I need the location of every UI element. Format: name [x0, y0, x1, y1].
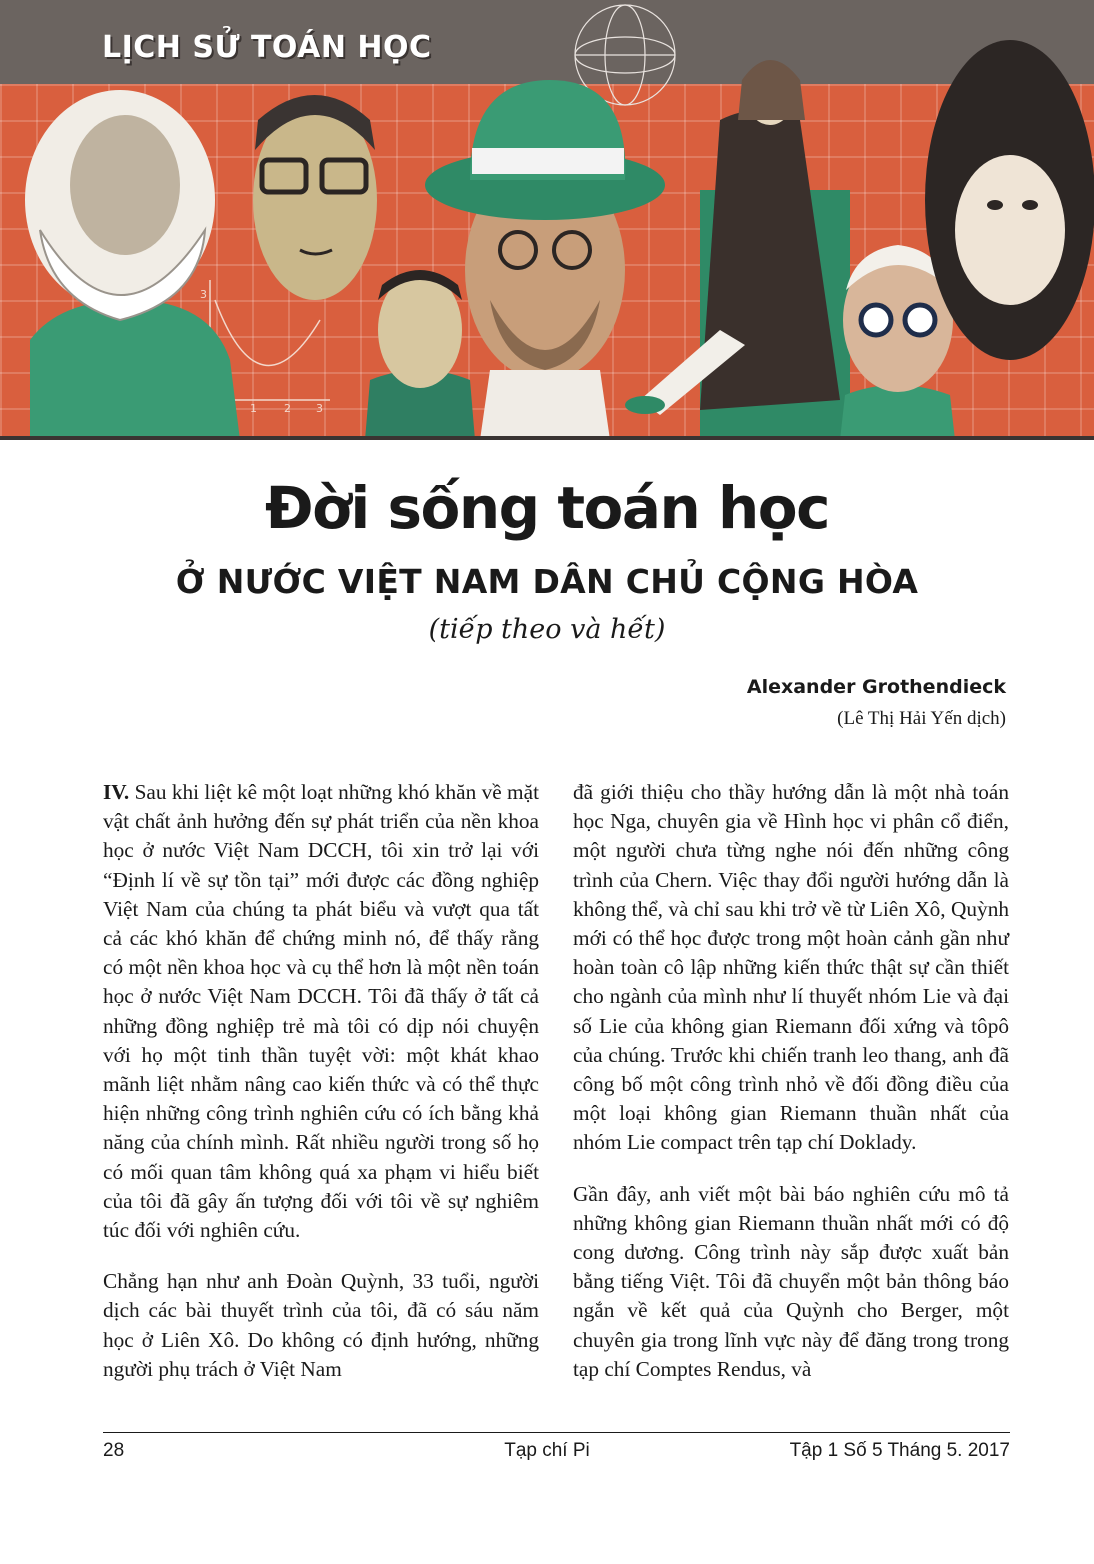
page-number: 28 [103, 1440, 125, 1461]
axis-tick-label: 3 [316, 402, 323, 415]
axis-tick-label: 2 [284, 402, 291, 415]
journal-name: Tạp chí Pi [504, 1440, 590, 1461]
issue-info: Tập 1 Số 5 Tháng 5. 2017 [789, 1440, 1010, 1461]
article-translator: (Lê Thị Hải Yến dịch) [837, 708, 1006, 729]
article-title: Đời sống toán học [264, 474, 830, 542]
axis-tick-label: 3 [200, 288, 207, 301]
article-continuation-note: (tiếp theo và hết) [428, 614, 666, 645]
body-column-left [103, 778, 539, 1406]
body-paragraph: Chẳng hạn như anh Đoàn Quỳnh, 33 tuổi, người dịch các bài thuyết trình của tôi, đã có sáu năm học ở Liên Xô. Do không có định hướng, những người phụ trách ở Việt Nam [103, 1269, 539, 1381]
footer-rule [103, 1432, 1010, 1433]
article-author: Alexander Grothendieck [746, 676, 1006, 698]
bearded-mathematician-portrait [25, 90, 240, 440]
young-mathematician-portrait [365, 270, 475, 440]
header-banner [0, 0, 1094, 440]
banner-bottom-rule [0, 436, 1094, 440]
section-label: LỊCH SỬ TOÁN HỌC [102, 30, 432, 65]
mathematicians-illustration [0, 0, 1094, 440]
seated-mathematician-portrait [625, 60, 850, 440]
axis-tick-label: 1 [250, 402, 257, 415]
glasses-mathematician-portrait [253, 95, 377, 300]
body-paragraph: Gần đây, anh viết một bài báo nghiên cứu mô tả những không gian Riemann thuần nhất mới có độ cong dương. Công trình này sắp được xuất bản bằng tiếng Việt. Tôi đã chuyển một bản thông báo ngắn về kết quả của Quỳnh cho Berger, một chuyên gia trong lĩnh vực này để đăng trong trong tạp chí Comptes Rendus, và [573, 1181, 1009, 1381]
section-number: IV. [103, 780, 130, 804]
body-column-right [573, 778, 1009, 1406]
wigged-mathematician-portrait [925, 40, 1094, 360]
body-paragraph [103, 778, 539, 1245]
paragraph-text: Sau khi liệt kê một loạt những khó khăn về mặt vật chất ảnh hưởng đến sự phát triển của nền khoa học ở nước Việt Nam DCCH, tôi xin trở lại với “Định lí về sự tồn tại” mới được các đồng nghiệp Việt Nam của chúng ta phát biểu và vượt qua tất cả các khó khăn để chứng minh nó, để thấy rằng có một nền khoa học và cụ thể hơn là một nền toán học ở nước Việt Nam DCCH. Tôi đã thấy ở tất cả những đồng nghiệp trẻ mà tôi có dịp nói chuyện với họ một tinh thần tuyệt vời: một khát khao mãnh liệt nhằm nâng cao kiến thức và có thể thực hiện những công trình nghiên cứu có ích bằng khả năng của chính mình. Rất nhiều người trong số họ có mối quan tâm không quá xa phạm vi hiểu biết của tôi đã gây ấn tượng đối với tôi về sự nghiêm túc đối với nghiên cứu. [103, 780, 539, 1243]
body-paragraph: đã giới thiệu cho thầy hướng dẫn là một nhà toán học Nga, chuyên gia về Hình học vi phân cổ điển, một người chưa từng nghe nói đến những công trình của Chern. Việc thay đổi người hướng dẫn là không thể, và chỉ sau khi trở về từ Liên Xô, Quỳnh mới có thể học được trong một hoàn cảnh gần như hoàn toàn cô lập những kiến thức thật sự cần thiết cho ngành của mình như lí thuyết nhóm Lie và đại số Lie của không gian Riemann đối xứng và tôpô của chúng. Trước khi chiến tranh leo thang, anh đã công bố một công trình nhỏ về đối đồng điều của một loại không gian Riemann thuần nhất của nhóm Lie compact trên tạp chí Doklady. [573, 780, 1009, 1155]
article-subtitle: Ở NƯỚC VIỆT NAM DÂN CHỦ CỘNG HÒA [175, 562, 919, 601]
